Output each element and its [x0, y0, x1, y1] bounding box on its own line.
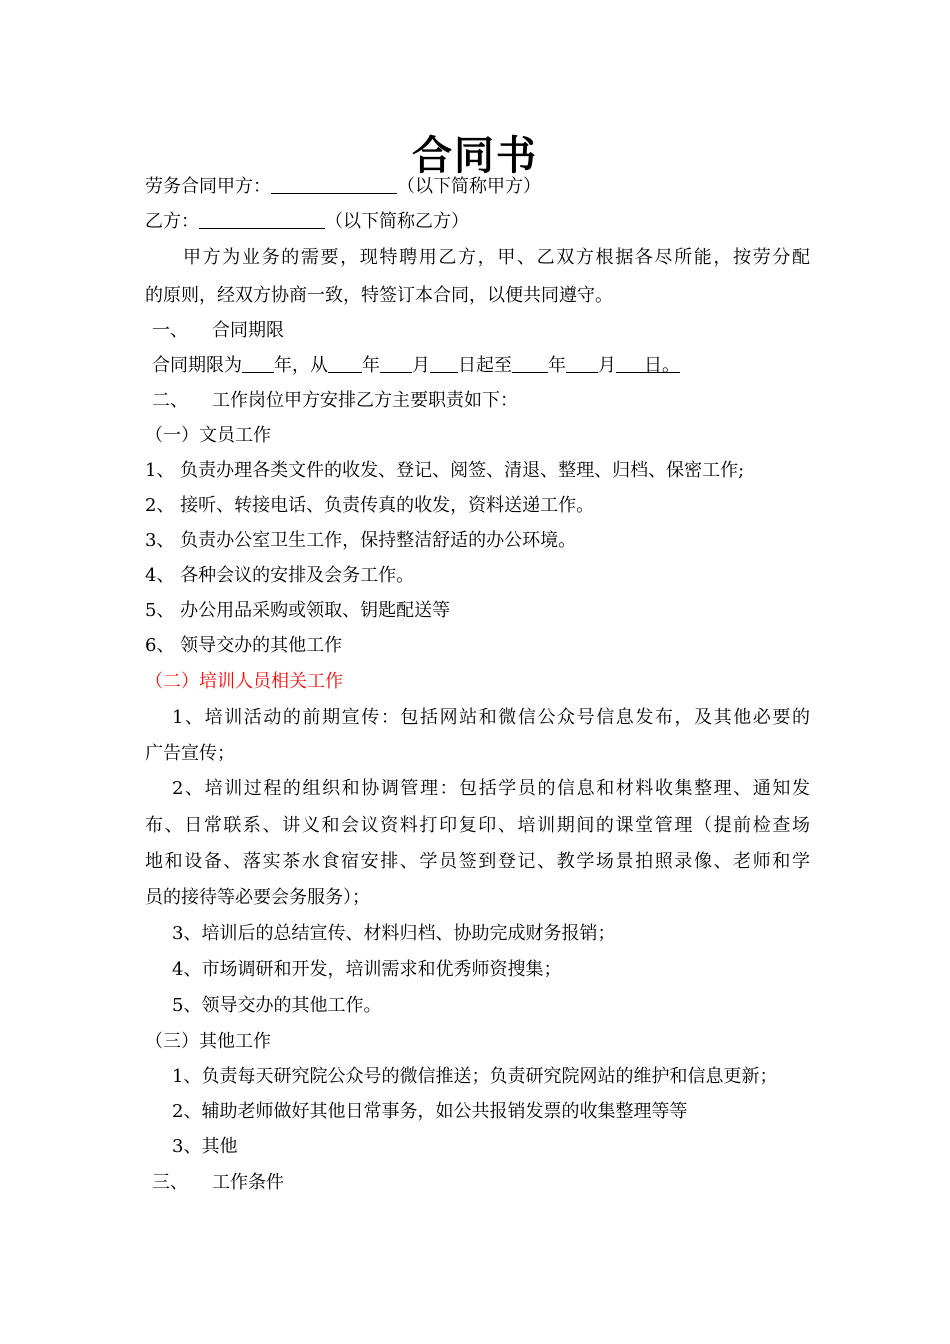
- sub-1-item: 4、 各种会议的安排及会务工作。: [145, 565, 415, 586]
- end-day-blank[interactable]: [616, 354, 644, 373]
- section-3-heading: [152, 1171, 817, 1195]
- sub-1-item: 6、 领导交办的其他工作: [145, 635, 343, 656]
- section-1-heading: [152, 319, 817, 343]
- sub-2-heading: （二）培训人员相关工作: [145, 671, 343, 692]
- term-text-2: 年，从: [274, 355, 328, 376]
- intro-line-2: 的原则，经双方协商一致，特签订本合同，以便共同遵守。: [145, 285, 613, 306]
- section-2-number: 二、: [152, 390, 188, 411]
- section-2-title: 工作岗位甲方安排乙方主要职责如下：: [212, 390, 518, 411]
- sub-2-item-1-line-2: 广告宣传；: [145, 743, 235, 764]
- sub-2-item-1-line-1: 1、培训活动的前期宣传：包括网站和微信公众号信息发布，及其他必要的: [172, 707, 810, 728]
- document-title: 合同书: [412, 133, 538, 179]
- term-line: [152, 354, 817, 378]
- term-text-4: 月: [412, 355, 430, 376]
- sub-1-item: 2、 接听、转接电话、负责传真的收发，资料送递工作。: [145, 495, 595, 516]
- term-text-7: 月: [598, 355, 616, 376]
- sub-2-item-2-line-3: 地和设备、落实茶水食宿安排、学员签到登记、教学场景拍照录像、老师和学: [145, 851, 810, 872]
- sub-2-item-2-line-2: 布、日常联系、讲义和会议资料打印复印、培训期间的课堂管理（提前检查场: [145, 815, 810, 836]
- sub-3-item: 3、其他: [172, 1136, 238, 1157]
- sub-2-item-2-line-4: 员的接待等必要会务服务）；: [145, 887, 370, 908]
- sub-2-item-4: 4、市场调研和开发，培训需求和优秀师资搜集；: [172, 959, 562, 980]
- intro-line-1: 甲方为业务的需要，现特聘用乙方，甲、乙双方根据各尽所能，按劳分配: [183, 247, 810, 268]
- end-month-blank[interactable]: [566, 354, 598, 373]
- start-month-blank[interactable]: [380, 354, 412, 373]
- party-a-blank[interactable]: [271, 175, 397, 194]
- sub-1-item: 1、 负责办理各类文件的收发、登记、阅签、清退、整理、归档、保密工作;: [145, 460, 745, 481]
- term-text-3: 年: [362, 355, 380, 376]
- term-years-blank[interactable]: [242, 354, 274, 373]
- term-text-1: 合同期限为: [152, 355, 242, 376]
- party-b-blank[interactable]: [199, 210, 325, 229]
- section-3-number: 三、: [152, 1172, 188, 1193]
- party-a-suffix: （以下简称甲方）: [397, 176, 541, 197]
- sub-1-item: 3、 负责办公室卫生工作，保持整洁舒适的办公环境。: [145, 530, 577, 551]
- section-1-title: 合同期限: [212, 320, 284, 341]
- party-a-label: 劳务合同甲方：: [145, 176, 271, 197]
- sub-1-item: 5、 办公用品采购或领取、钥匙配送等: [145, 600, 451, 621]
- section-2-heading: [152, 389, 817, 413]
- sub-3-heading: （三）其他工作: [145, 1031, 271, 1052]
- section-3-title: 工作条件: [212, 1172, 284, 1193]
- term-text-8: 日。: [644, 355, 680, 376]
- start-year-blank[interactable]: [328, 354, 362, 373]
- sub-2-item-5: 5、领导交办的其他工作。: [172, 995, 382, 1016]
- sub-2-item-2-line-1: 2、培训过程的组织和协调管理：包括学员的信息和材料收集整理、通知发: [172, 778, 810, 799]
- party-b-label: 乙方：: [145, 211, 199, 232]
- term-text-5: 日起至: [458, 355, 512, 376]
- sub-3-item: 2、辅助老师做好其他日常事务，如公共报销发票的收集整理等等: [172, 1101, 688, 1122]
- end-year-blank[interactable]: [512, 354, 548, 373]
- term-text-6: 年: [548, 355, 566, 376]
- sub-3-item: 1、负责每天研究院公众号的微信推送；负责研究院网站的维护和信息更新；: [172, 1066, 778, 1087]
- party-b-suffix: （以下简称乙方）: [325, 211, 469, 232]
- party-b-line: [145, 210, 810, 234]
- section-1-number: 一、: [152, 320, 188, 341]
- start-day-blank[interactable]: [430, 354, 458, 373]
- sub-2-item-3: 3、培训后的总结宣传、材料归档、协助完成财务报销；: [172, 923, 616, 944]
- party-a-line: [145, 175, 810, 199]
- sub-1-heading: （一）文员工作: [145, 425, 271, 446]
